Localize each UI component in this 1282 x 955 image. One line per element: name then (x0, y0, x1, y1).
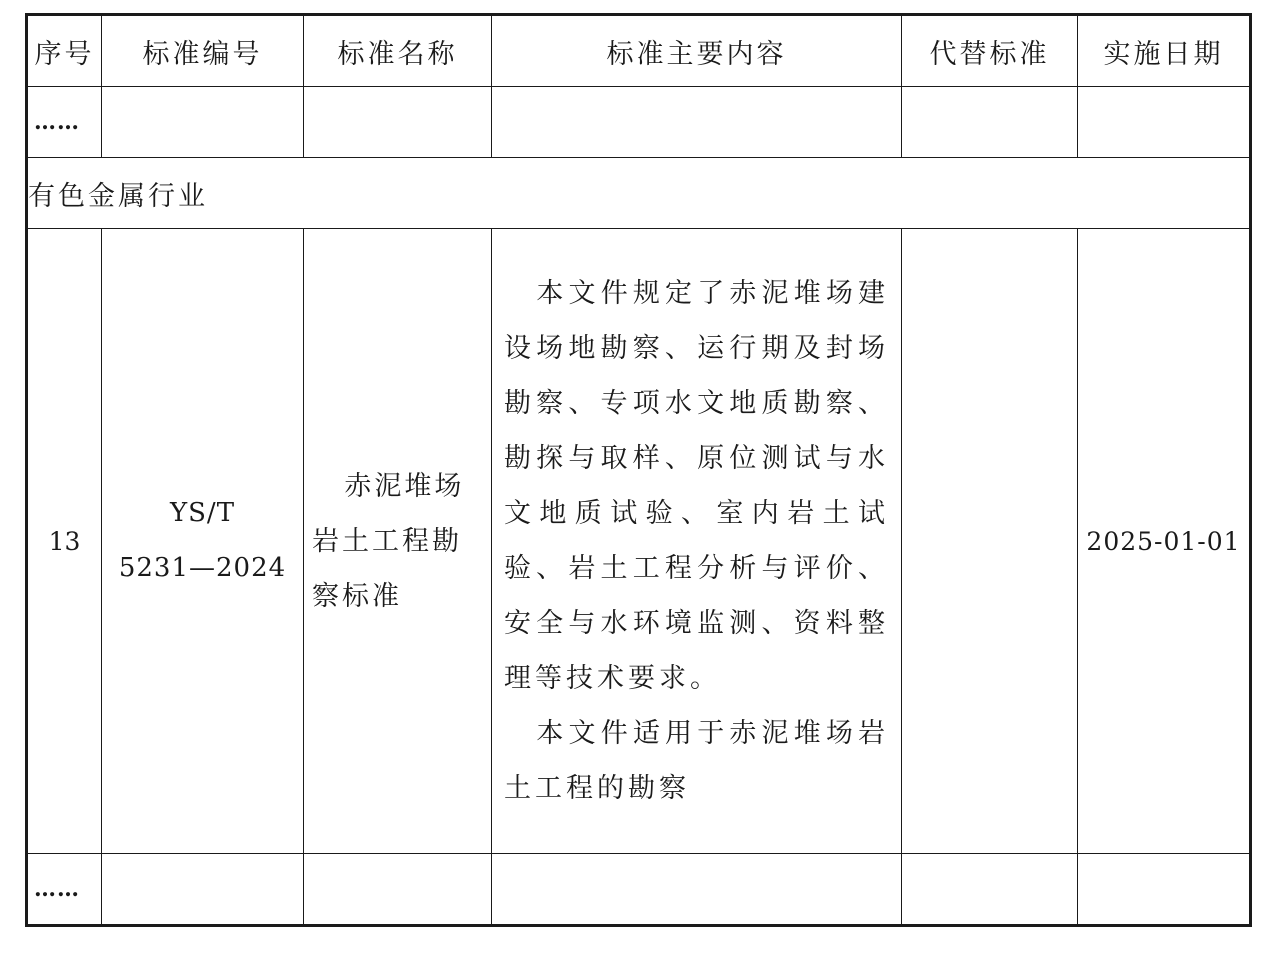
row-number: 13 (27, 229, 102, 854)
empty-cell (304, 87, 492, 158)
standards-table (25, 13, 1252, 927)
empty-cell (902, 854, 1078, 926)
header-row (27, 15, 1251, 87)
header-cell-content: 标准主要内容 (492, 15, 902, 87)
header-cell-date: 实施日期 (1078, 15, 1251, 87)
table-row (27, 229, 1251, 854)
empty-cell (492, 854, 902, 926)
content-paragraph-1: 本文件规定了赤泥堆场建设场地勘察、运行期及封场勘察、专项水文地质勘察、勘探与取样、原位测试与水文地质试验、室内岩土试验、岩土工程分析与评价、安全与水环境监测、资料整理等技术要求。 (504, 278, 889, 694)
standard-code-line1: YS/T (169, 498, 236, 528)
standard-code-line2: 5231—2024 (118, 553, 287, 583)
standard-name-line3: 察标准 (312, 580, 402, 612)
standard-content (492, 229, 902, 854)
header-cell-code: 标准编号 (102, 15, 304, 87)
standard-name-line2: 岩土工程勘 (312, 525, 462, 557)
standard-name (304, 229, 492, 854)
standard-name-line1: 赤泥堆场 (344, 470, 465, 502)
empty-cell (102, 87, 304, 158)
ellipsis-cell: …… (27, 854, 102, 926)
empty-cell (1078, 87, 1251, 158)
section-row (27, 158, 1251, 229)
ellipsis-row-top (27, 87, 1251, 158)
empty-cell (1078, 854, 1251, 926)
header-cell-name: 标准名称 (304, 15, 492, 87)
ellipsis-cell: …… (27, 87, 102, 158)
empty-cell (492, 87, 902, 158)
ellipsis-row-bottom (27, 854, 1251, 926)
section-title: 有色金属行业 (27, 158, 1251, 229)
empty-cell (102, 854, 304, 926)
standards-table-container (25, 13, 1252, 927)
content-paragraph-2: 本文件适用于赤泥堆场岩土工程的勘察 (504, 718, 889, 804)
empty-cell (304, 854, 492, 926)
standard-code (102, 229, 304, 854)
replaced-standard (902, 229, 1078, 854)
header-cell-replaced: 代替标准 (902, 15, 1078, 87)
implementation-date: 2025-01-01 (1078, 229, 1251, 854)
header-cell-no: 序号 (27, 15, 102, 87)
empty-cell (902, 87, 1078, 158)
